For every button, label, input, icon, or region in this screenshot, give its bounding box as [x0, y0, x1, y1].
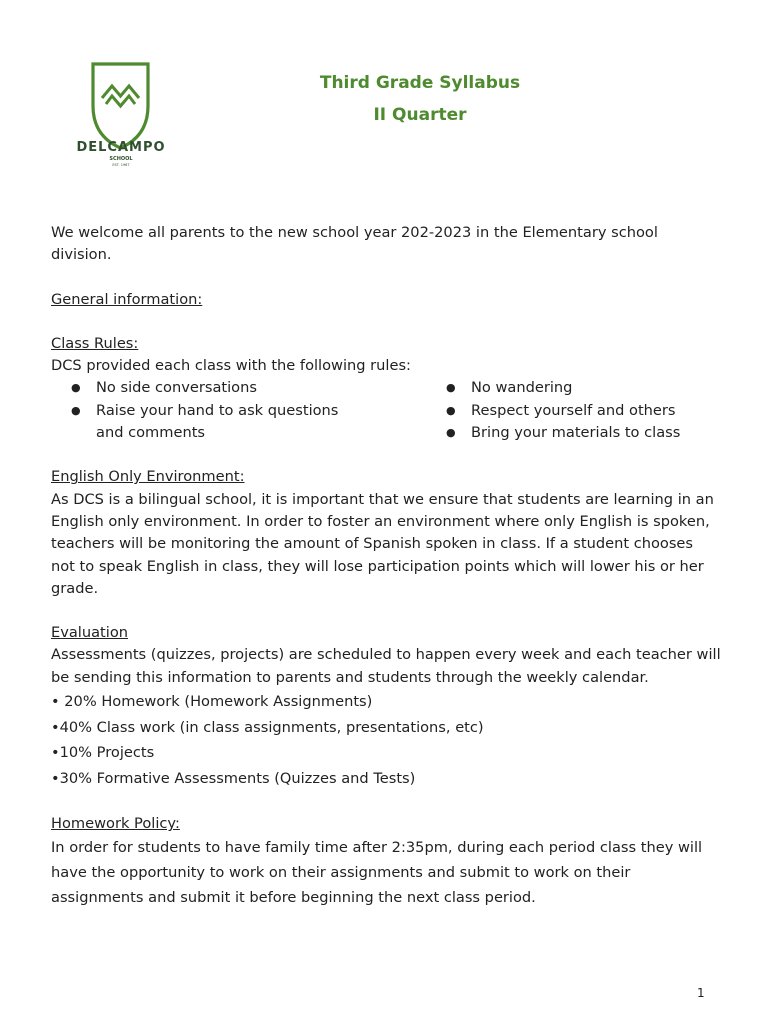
- homework-text: In order for students to have family time after 2:35pm, during each period class they will have the opportunity to work on their assignments and submit to work on their assignments and submit it before beginning the next class period.: [51, 839, 703, 907]
- logo-est: EST. 1967: [112, 163, 130, 167]
- document-subtitle: II Quarter: [373, 105, 467, 125]
- rule-item: ● No wandering: [426, 377, 680, 399]
- english-text: As DCS is a bilingual school, it is important that we ensure that students are learning in an English only environment. In order to foster an environment where only English is spoken, teachers will be monitoring the amount of Spanish spoken in class. If a student chooses not to speak English in class, they will lose participation points which will lower his or her grade.: [51, 490, 714, 597]
- evaluation-text: Assessments (quizzes, projects) are scheduled to happen every week and each teacher will be sending this information to parents and students through the weekly calendar.: [51, 646, 721, 686]
- title-block: [290, 70, 550, 134]
- school-logo: [66, 58, 176, 170]
- general-info-heading: General information:: [51, 290, 203, 308]
- grade-item: •30% Formative Assessments (Quizzes and Tests): [51, 769, 416, 787]
- english-heading: English Only Environment:: [51, 468, 245, 486]
- grade-item: • 20% Homework (Homework Assignments): [51, 693, 373, 711]
- rule-item: ● No side conversations: [51, 377, 426, 399]
- document-title: Third Grade Syllabus: [319, 73, 521, 93]
- shield-logo-icon: [66, 58, 176, 170]
- class-rules-text: DCS provided each class with the following rules:: [51, 357, 411, 375]
- class-rules-list: [51, 377, 721, 444]
- class-rules-heading: Class Rules:: [51, 334, 139, 352]
- document-body: [51, 222, 721, 910]
- rule-item: ● Raise your hand to ask questions and comments: [51, 400, 346, 445]
- grade-breakdown: [51, 689, 721, 791]
- page-number: 1: [697, 986, 705, 1000]
- rule-item: ● Respect yourself and others: [426, 400, 680, 422]
- rule-item: ● Bring your materials to class: [426, 422, 680, 444]
- evaluation-heading: Evaluation: [51, 624, 129, 642]
- grade-item: •40% Class work (in class assignments, presentations, etc): [51, 718, 484, 736]
- logo-sub: SCHOOL: [109, 156, 133, 162]
- grade-item: •10% Projects: [51, 744, 155, 762]
- logo-name: DELCAMPO: [76, 140, 166, 155]
- homework-heading: Homework Policy:: [51, 815, 180, 833]
- intro-paragraph: We welcome all parents to the new school year 202-2023 in the Elementary school division.: [51, 224, 658, 264]
